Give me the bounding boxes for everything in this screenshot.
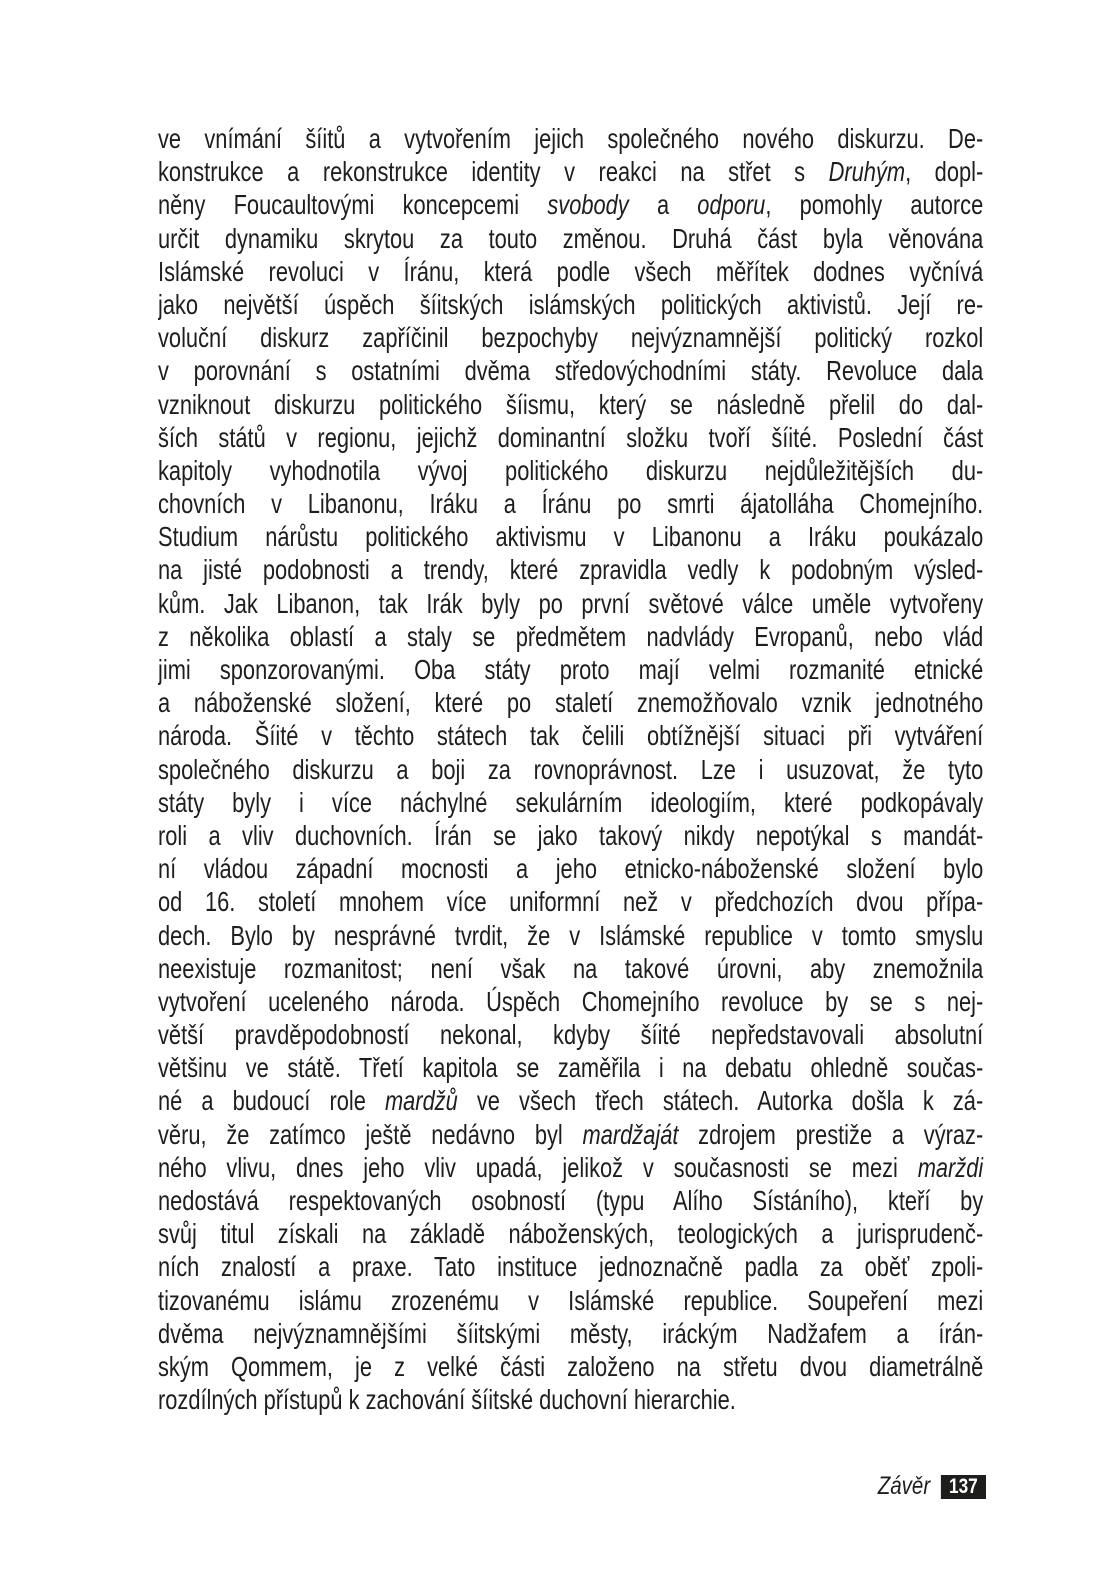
text-line: [158, 487, 983, 520]
text-run: ních znalostí a praxe. Tato instituce jednoznačně padla za oběť zpoli-: [158, 1251, 984, 1283]
italic-term: mardžaját: [582, 1118, 679, 1150]
text-line: [158, 653, 983, 686]
text-line: [158, 122, 983, 155]
italic-term: mardžů: [384, 1085, 458, 1117]
page-footer: [878, 1472, 986, 1501]
text-run: , dopl-: [905, 156, 984, 188]
text-run: od 16. století mnohem více uniformní než v předchozích dvou přípa-: [158, 886, 984, 918]
text-run: chovních v Libanonu, Iráku a Íránu po smrti ájatolláha Chomejního.: [158, 488, 984, 520]
text-line: [158, 1250, 983, 1283]
text-run: v porovnání s ostatními dvěma středovýchodními státy. Revoluce dala: [158, 355, 984, 387]
text-line: [158, 952, 983, 985]
footer-section-label: Závěr: [877, 1472, 931, 1500]
text-run: konstrukce a rekonstrukce identity v reakci na střet s: [158, 156, 829, 188]
italic-term: svobody: [547, 189, 629, 221]
text-run: kapitoly vyhodnotila vývoj politického diskurzu nejdůležitějších du-: [158, 454, 984, 486]
text-run: dech. Bylo by nesprávné tvrdit, že v Islámské republice v tomto smyslu: [158, 919, 984, 951]
text-run: ve všech třech státech. Autorka došla k zá-: [457, 1085, 984, 1117]
text-run: voluční diskurz zapříčinil bezpochyby nejvýznamnější politický rozkol: [158, 322, 984, 354]
text-run: většinu ve státě. Třetí kapitola se zaměřila i na debatu ohledně součas-: [158, 1052, 984, 1084]
text-line: [158, 1018, 983, 1051]
text-line: [158, 1317, 983, 1350]
text-run: roli a vliv duchovních. Írán se jako takový nikdy nepotýkal s mandát-: [158, 819, 984, 851]
page-number-badge: 137: [941, 1475, 986, 1499]
text-line: [158, 188, 983, 221]
text-run: jimi sponzorovanými. Oba státy proto mají velmi rozmanité etnické: [158, 654, 984, 685]
text-run: tizovanému islámu zrozenému v Islámské republice. Soupeření mezi: [158, 1284, 984, 1316]
text-run: a: [628, 189, 698, 221]
text-run: neexistuje rozmanitost; není však na takové úrovni, aby znemožnila: [158, 952, 984, 984]
text-run: ní vládou západní mocnosti a jeho etnicko-náboženské složení bylo: [158, 853, 984, 885]
text-run: ským Qommem, je z velké části založeno na střetu dvou diametrálně: [158, 1350, 984, 1382]
text-line: [158, 1118, 983, 1151]
text-run: jako největší úspěch šíitských islámských politických aktivistů. Její re-: [158, 288, 984, 320]
text-line: [158, 421, 983, 454]
text-run: né a budoucí role: [158, 1085, 385, 1117]
text-run: Studium nárůstu politického aktivismu v Libanonu a Iráku poukázalo: [158, 521, 984, 553]
text-run: něny Foucaultovými koncepcemi: [158, 189, 548, 221]
text-run: nedostává respektovaných osobností (typu Alího Sístáního), kteří by: [158, 1185, 984, 1216]
text-run: národa. Šíité v těchto státech tak čelili obtížnější situaci při vytváření: [158, 720, 984, 752]
text-run: na jisté podobnosti a trendy, které zpravidla vedly k podobným výsled-: [158, 554, 984, 586]
text-line: [158, 587, 983, 620]
text-line: [158, 1383, 983, 1416]
text-run: zdrojem prestiže a výraz-: [678, 1118, 984, 1150]
text-run: z několika oblastí a staly se předmětem nadvlády Evropanů, nebo vlád: [158, 620, 984, 652]
text-line: [158, 388, 983, 421]
text-line: [158, 222, 983, 255]
text-line: [158, 719, 983, 752]
text-line: [158, 819, 983, 852]
text-run: a náboženské složení, které po staletí znemožňovalo vznik jednotného: [158, 687, 984, 719]
text-run: , pomohly autorce: [765, 189, 984, 221]
italic-term: odporu: [697, 189, 766, 221]
text-line: [158, 1151, 983, 1184]
text-line: [158, 155, 983, 188]
text-run: dvěma nejvýznamnějšími šíitskými městy, iráckým Nadžafem a írán-: [158, 1317, 984, 1349]
text-run: určit dynamiku skrytou za touto změnou. Druhá část byla věnována: [158, 222, 984, 254]
text-line: [158, 288, 983, 321]
text-run: ného vlivu, dnes jeho vliv upadá, jelikož v současnosti se mezi: [158, 1151, 918, 1183]
text-run: kům. Jak Libanon, tak Irák byly po první světové válce uměle vytvořeny: [158, 587, 984, 619]
text-run: svůj titul získali na základě náboženských, teologických a jurisprudenč-: [158, 1218, 984, 1250]
text-line: [158, 686, 983, 719]
text-run: Islámské revoluci v Íránu, která podle všech měřítek dodnes vyčnívá: [158, 255, 984, 287]
body-text: [158, 122, 983, 1416]
text-run: vytvoření uceleného národa. Úspěch Chomejního revoluce by se s nej-: [158, 985, 984, 1017]
italic-term: Druhým: [828, 156, 906, 188]
text-run: vzniknout diskurzu politického šíismu, který se následně přelil do dal-: [158, 388, 984, 420]
text-line: [158, 1084, 983, 1117]
text-run: ve vnímání šíitů a vytvořením jejich společného nového diskurzu. De-: [158, 123, 984, 154]
text-line: [158, 1350, 983, 1383]
text-line: [158, 786, 983, 819]
text-line: [158, 321, 983, 354]
text-line: [158, 885, 983, 918]
text-line: [158, 553, 983, 586]
text-run: ších států v regionu, jejichž dominantní složku tvoří šíité. Poslední část: [158, 421, 984, 453]
text-line: [158, 1217, 983, 1250]
text-line: [158, 620, 983, 653]
text-line: [158, 1284, 983, 1317]
text-run: společného diskurzu a boji za rovnoprávnost. Lze i usuzovat, že tyto: [158, 753, 984, 785]
text-line: [158, 255, 983, 288]
text-line: [158, 1184, 983, 1217]
text-line: [158, 985, 983, 1018]
text-line: [158, 852, 983, 885]
text-line: [158, 753, 983, 786]
text-line: [158, 354, 983, 387]
text-line: [158, 1051, 983, 1084]
text-line: [158, 919, 983, 952]
text-run: státy byly i více náchylné sekulárním ideologiím, které podkopávaly: [158, 786, 984, 818]
text-line: [158, 454, 983, 487]
italic-term: marždi: [917, 1151, 984, 1183]
text-run: rozdílných přístupů k zachování šíitské duchovní hierarchie.: [158, 1384, 736, 1416]
text-run: větší pravděpodobností nekonal, kdyby šíité nepředstavovali absolutní: [158, 1019, 984, 1051]
text-line: [158, 520, 983, 553]
text-run: věru, že zatímco ještě nedávno byl: [158, 1118, 583, 1150]
